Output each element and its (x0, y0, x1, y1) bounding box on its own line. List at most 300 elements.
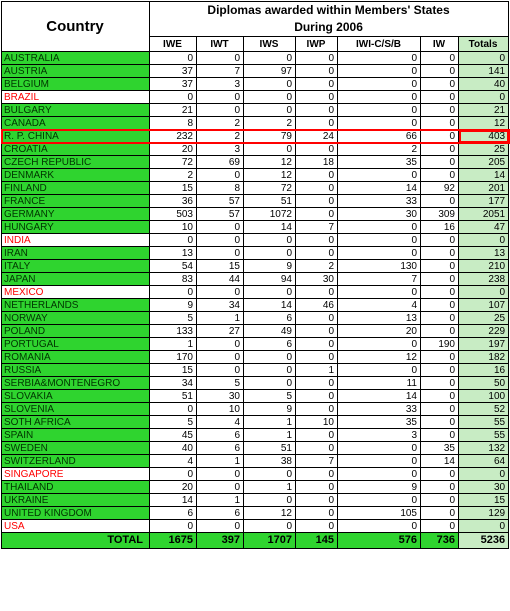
title-line-1: Diplomas awarded within Members' States (207, 3, 450, 17)
value-cell: 0 (296, 338, 338, 351)
country-cell: AUSTRALIA (2, 52, 150, 65)
total-row (2, 533, 509, 549)
country-cell: UKRAINE (2, 494, 150, 507)
table-row (2, 182, 509, 195)
value-cell: 10 (296, 416, 338, 429)
column-header-iwi: IWI-C/S/B (338, 37, 421, 52)
row-total-cell: 100 (459, 390, 509, 403)
country-cell: ITALY (2, 260, 150, 273)
value-cell: 0 (421, 286, 459, 299)
value-cell: 309 (421, 208, 459, 221)
country-cell: MEXICO (2, 286, 150, 299)
value-cell: 4 (338, 299, 421, 312)
value-cell: 2 (197, 117, 244, 130)
value-cell: 0 (338, 104, 421, 117)
value-cell: 0 (197, 104, 244, 117)
value-cell: 0 (296, 312, 338, 325)
value-cell: 7 (296, 221, 338, 234)
value-cell: 0 (421, 403, 459, 416)
row-total-cell: 52 (459, 403, 509, 416)
country-cell: HUNGARY (2, 221, 150, 234)
row-total-cell: 50 (459, 377, 509, 390)
value-cell: 0 (296, 403, 338, 416)
value-cell: 0 (421, 507, 459, 520)
value-cell: 20 (150, 143, 197, 156)
value-cell: 16 (421, 221, 459, 234)
value-cell: 2 (197, 130, 244, 143)
table-row (2, 234, 509, 247)
value-cell: 8 (150, 117, 197, 130)
value-cell: 5 (150, 416, 197, 429)
value-cell: 0 (296, 143, 338, 156)
country-cell: SINGAPORE (2, 468, 150, 481)
value-cell: 79 (244, 130, 296, 143)
value-cell: 7 (296, 455, 338, 468)
value-cell: 0 (244, 494, 296, 507)
country-cell: UNITED KINGDOM (2, 507, 150, 520)
value-cell: 0 (296, 117, 338, 130)
row-total-cell: 30 (459, 481, 509, 494)
value-cell: 0 (421, 104, 459, 117)
value-cell: 0 (197, 91, 244, 104)
country-cell: FRANCE (2, 195, 150, 208)
value-cell: 0 (197, 338, 244, 351)
value-cell: 37 (150, 65, 197, 78)
row-total-cell: 55 (459, 416, 509, 429)
table-row (2, 208, 509, 221)
table-row (2, 91, 509, 104)
row-total-cell: 12 (459, 117, 509, 130)
value-cell: 0 (421, 481, 459, 494)
value-cell: 49 (244, 325, 296, 338)
country-cell: SWITZERLAND (2, 455, 150, 468)
value-cell: 0 (296, 208, 338, 221)
value-cell: 0 (338, 494, 421, 507)
value-cell: 33 (338, 403, 421, 416)
value-cell: 0 (296, 286, 338, 299)
value-cell: 0 (197, 481, 244, 494)
row-total-cell: 201 (459, 182, 509, 195)
value-cell: 0 (421, 143, 459, 156)
value-cell: 5 (197, 377, 244, 390)
total-cell: 397 (197, 533, 244, 549)
total-cell: 1707 (244, 533, 296, 549)
value-cell: 0 (338, 91, 421, 104)
row-total-cell: 205 (459, 156, 509, 169)
diplomas-table (1, 1, 509, 549)
table-row (2, 338, 509, 351)
value-cell: 15 (197, 260, 244, 273)
row-total-cell: 229 (459, 325, 509, 338)
value-cell: 0 (296, 78, 338, 91)
table-row (2, 416, 509, 429)
value-cell: 0 (150, 52, 197, 65)
value-cell: 0 (421, 520, 459, 533)
table-row (2, 117, 509, 130)
value-cell: 133 (150, 325, 197, 338)
table-row (2, 143, 509, 156)
country-cell: RUSSIA (2, 364, 150, 377)
value-cell: 33 (338, 195, 421, 208)
value-cell: 0 (296, 52, 338, 65)
table-row (2, 364, 509, 377)
country-cell: CZECH REPUBLIC (2, 156, 150, 169)
value-cell: 1 (244, 481, 296, 494)
row-total-cell: 132 (459, 442, 509, 455)
value-cell: 14 (150, 494, 197, 507)
table-row (2, 286, 509, 299)
column-header-iwt: IWT (197, 37, 244, 52)
value-cell: 40 (150, 442, 197, 455)
value-cell: 0 (244, 104, 296, 117)
value-cell: 14 (244, 221, 296, 234)
value-cell: 1 (197, 312, 244, 325)
country-cell: NORWAY (2, 312, 150, 325)
value-cell: 35 (338, 156, 421, 169)
value-cell: 13 (338, 312, 421, 325)
table-row (2, 325, 509, 338)
value-cell: 8 (197, 182, 244, 195)
row-total-cell: 0 (459, 52, 509, 65)
column-header-iwe: IWE (150, 37, 197, 52)
value-cell: 0 (150, 468, 197, 481)
value-cell: 3 (197, 143, 244, 156)
value-cell: 1 (150, 338, 197, 351)
value-cell: 12 (244, 169, 296, 182)
value-cell: 0 (244, 91, 296, 104)
row-total-cell: 0 (459, 468, 509, 481)
row-total-cell: 182 (459, 351, 509, 364)
row-total-cell: 129 (459, 507, 509, 520)
value-cell: 14 (338, 182, 421, 195)
value-cell: 0 (296, 234, 338, 247)
table-row (2, 429, 509, 442)
row-total-cell: 0 (459, 234, 509, 247)
value-cell: 0 (244, 247, 296, 260)
country-cell: GERMANY (2, 208, 150, 221)
value-cell: 72 (150, 156, 197, 169)
value-cell: 0 (338, 520, 421, 533)
table-row (2, 247, 509, 260)
table-row (2, 273, 509, 286)
value-cell: 0 (338, 221, 421, 234)
value-cell: 4 (197, 416, 244, 429)
value-cell: 0 (421, 416, 459, 429)
value-cell: 4 (150, 455, 197, 468)
value-cell: 37 (150, 78, 197, 91)
value-cell: 30 (296, 273, 338, 286)
value-cell: 0 (296, 494, 338, 507)
country-cell: DENMARK (2, 169, 150, 182)
value-cell: 0 (421, 195, 459, 208)
row-total-cell: 47 (459, 221, 509, 234)
value-cell: 0 (244, 468, 296, 481)
table-row (2, 299, 509, 312)
country-cell: SWEDEN (2, 442, 150, 455)
country-header: Country (2, 2, 150, 52)
value-cell: 12 (244, 156, 296, 169)
value-cell: 24 (296, 130, 338, 143)
country-cell: INDIA (2, 234, 150, 247)
table-row (2, 403, 509, 416)
column-header-totals: Totals (459, 37, 509, 52)
value-cell: 190 (421, 338, 459, 351)
value-cell: 30 (338, 208, 421, 221)
value-cell: 0 (150, 234, 197, 247)
table-row (2, 494, 509, 507)
value-cell: 0 (150, 91, 197, 104)
value-cell: 10 (150, 221, 197, 234)
table-row (2, 312, 509, 325)
value-cell: 57 (197, 195, 244, 208)
value-cell: 1 (244, 416, 296, 429)
value-cell: 0 (197, 52, 244, 65)
column-header-iws: IWS (244, 37, 296, 52)
value-cell: 2 (296, 260, 338, 273)
row-total-cell: 55 (459, 429, 509, 442)
value-cell: 0 (421, 52, 459, 65)
country-cell: SLOVENIA (2, 403, 150, 416)
row-total-cell: 210 (459, 260, 509, 273)
value-cell: 18 (296, 156, 338, 169)
value-cell: 57 (197, 208, 244, 221)
value-cell: 14 (421, 455, 459, 468)
value-cell: 35 (338, 416, 421, 429)
value-cell: 69 (197, 156, 244, 169)
value-cell: 46 (296, 299, 338, 312)
value-cell: 2 (244, 117, 296, 130)
value-cell: 1 (197, 494, 244, 507)
value-cell: 6 (244, 312, 296, 325)
value-cell: 0 (421, 273, 459, 286)
value-cell: 51 (244, 195, 296, 208)
value-cell: 51 (244, 442, 296, 455)
value-cell: 12 (244, 507, 296, 520)
value-cell: 0 (338, 364, 421, 377)
table-row (2, 195, 509, 208)
country-cell: NETHERLANDS (2, 299, 150, 312)
value-cell: 0 (197, 520, 244, 533)
country-cell: IRAN (2, 247, 150, 260)
country-cell: BELGIUM (2, 78, 150, 91)
value-cell: 30 (197, 390, 244, 403)
row-total-cell: 16 (459, 364, 509, 377)
row-total-cell: 141 (459, 65, 509, 78)
total-cell: 576 (338, 533, 421, 549)
value-cell: 0 (244, 286, 296, 299)
value-cell: 0 (296, 520, 338, 533)
value-cell: 0 (421, 429, 459, 442)
value-cell: 0 (244, 143, 296, 156)
value-cell: 6 (150, 507, 197, 520)
row-total-cell: 14 (459, 169, 509, 182)
value-cell: 13 (150, 247, 197, 260)
total-cell: 145 (296, 533, 338, 549)
value-cell: 45 (150, 429, 197, 442)
value-cell: 1072 (244, 208, 296, 221)
country-cell: ROMANIA (2, 351, 150, 364)
country-cell: POLAND (2, 325, 150, 338)
value-cell: 6 (197, 429, 244, 442)
value-cell: 0 (338, 117, 421, 130)
value-cell: 0 (197, 351, 244, 364)
value-cell: 0 (197, 364, 244, 377)
country-cell: R. P. CHINA (2, 130, 150, 143)
value-cell: 0 (421, 390, 459, 403)
value-cell: 7 (338, 273, 421, 286)
value-cell: 0 (338, 247, 421, 260)
row-total-cell: 15 (459, 494, 509, 507)
country-cell: JAPAN (2, 273, 150, 286)
value-cell: 0 (244, 377, 296, 390)
country-cell: CANADA (2, 117, 150, 130)
value-cell: 9 (338, 481, 421, 494)
value-cell: 105 (338, 507, 421, 520)
value-cell: 0 (338, 338, 421, 351)
value-cell: 0 (421, 247, 459, 260)
value-cell: 51 (150, 390, 197, 403)
table-row (2, 130, 509, 143)
value-cell: 0 (421, 468, 459, 481)
value-cell: 0 (421, 377, 459, 390)
value-cell: 1 (296, 364, 338, 377)
value-cell: 0 (296, 104, 338, 117)
value-cell: 0 (244, 351, 296, 364)
value-cell: 0 (244, 78, 296, 91)
title-line-2: During 2006 (294, 20, 363, 34)
row-total-cell: 403 (459, 130, 509, 143)
value-cell: 0 (296, 351, 338, 364)
row-total-cell: 2051 (459, 208, 509, 221)
table-body (2, 52, 509, 533)
value-cell: 0 (296, 247, 338, 260)
table-row (2, 169, 509, 182)
total-label: TOTAL (2, 533, 150, 549)
value-cell: 170 (150, 351, 197, 364)
value-cell: 0 (244, 364, 296, 377)
value-cell: 0 (296, 325, 338, 338)
value-cell: 0 (296, 442, 338, 455)
value-cell: 0 (421, 156, 459, 169)
table-row (2, 377, 509, 390)
value-cell: 20 (150, 481, 197, 494)
row-total-cell: 107 (459, 299, 509, 312)
value-cell: 10 (197, 403, 244, 416)
value-cell: 0 (296, 91, 338, 104)
value-cell: 130 (338, 260, 421, 273)
value-cell: 54 (150, 260, 197, 273)
value-cell: 0 (296, 390, 338, 403)
value-cell: 0 (150, 403, 197, 416)
value-cell: 11 (338, 377, 421, 390)
value-cell: 0 (421, 169, 459, 182)
table-row (2, 481, 509, 494)
value-cell: 92 (421, 182, 459, 195)
value-cell: 7 (197, 65, 244, 78)
country-cell: THAILAND (2, 481, 150, 494)
value-cell: 6 (197, 442, 244, 455)
country-cell: SLOVAKIA (2, 390, 150, 403)
column-header-iwp: IWP (296, 37, 338, 52)
country-cell: USA (2, 520, 150, 533)
value-cell: 0 (338, 442, 421, 455)
value-cell: 94 (244, 273, 296, 286)
value-cell: 20 (338, 325, 421, 338)
table-row (2, 507, 509, 520)
row-total-cell: 177 (459, 195, 509, 208)
value-cell: 0 (197, 468, 244, 481)
table-row (2, 156, 509, 169)
value-cell: 0 (421, 260, 459, 273)
value-cell: 0 (296, 429, 338, 442)
total-cell: 736 (421, 533, 459, 549)
table-row (2, 442, 509, 455)
value-cell: 503 (150, 208, 197, 221)
country-cell: CROATIA (2, 143, 150, 156)
grand-total-cell: 5236 (459, 533, 509, 549)
value-cell: 1 (244, 429, 296, 442)
table-row (2, 104, 509, 117)
total-cell: 1675 (150, 533, 197, 549)
table-row (2, 455, 509, 468)
value-cell: 0 (197, 286, 244, 299)
value-cell: 0 (197, 234, 244, 247)
value-cell: 83 (150, 273, 197, 286)
row-total-cell: 238 (459, 273, 509, 286)
value-cell: 0 (296, 468, 338, 481)
value-cell: 0 (338, 52, 421, 65)
value-cell: 1 (197, 455, 244, 468)
value-cell: 97 (244, 65, 296, 78)
value-cell: 0 (421, 117, 459, 130)
value-cell: 0 (197, 247, 244, 260)
value-cell: 9 (244, 260, 296, 273)
value-cell: 0 (150, 286, 197, 299)
value-cell: 3 (338, 429, 421, 442)
value-cell: 0 (296, 182, 338, 195)
value-cell: 36 (150, 195, 197, 208)
value-cell: 9 (150, 299, 197, 312)
row-total-cell: 64 (459, 455, 509, 468)
value-cell: 0 (197, 169, 244, 182)
value-cell: 0 (296, 481, 338, 494)
country-cell: FINLAND (2, 182, 150, 195)
value-cell: 0 (421, 234, 459, 247)
table-title (150, 2, 509, 37)
row-total-cell: 0 (459, 91, 509, 104)
value-cell: 0 (421, 325, 459, 338)
row-total-cell: 40 (459, 78, 509, 91)
value-cell: 44 (197, 273, 244, 286)
value-cell: 0 (338, 169, 421, 182)
country-cell: BULGARY (2, 104, 150, 117)
value-cell: 0 (338, 286, 421, 299)
value-cell: 0 (421, 130, 459, 143)
value-cell: 27 (197, 325, 244, 338)
value-cell: 14 (338, 390, 421, 403)
value-cell: 0 (421, 312, 459, 325)
row-total-cell: 25 (459, 143, 509, 156)
table-row (2, 351, 509, 364)
value-cell: 66 (338, 130, 421, 143)
value-cell: 2 (338, 143, 421, 156)
value-cell: 34 (150, 377, 197, 390)
country-cell: BRAZIL (2, 91, 150, 104)
value-cell: 34 (197, 299, 244, 312)
value-cell: 0 (296, 169, 338, 182)
value-cell: 232 (150, 130, 197, 143)
value-cell: 0 (338, 65, 421, 78)
